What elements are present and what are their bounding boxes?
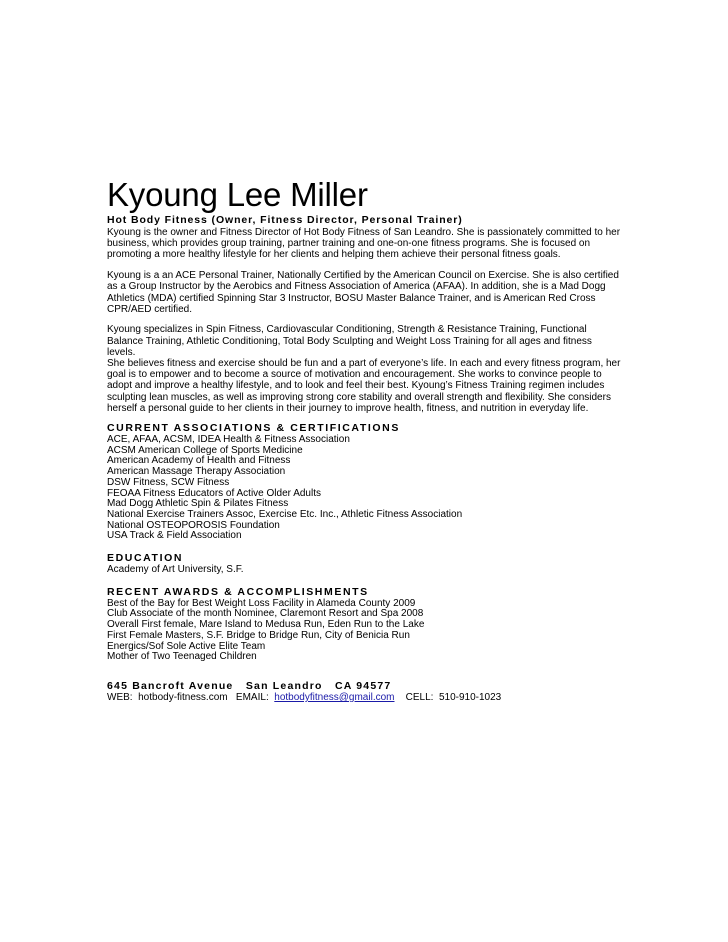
bio-paragraph-3: Kyoung specializes in Spin Fitness, Cardiovascular Conditioning, Strength & Resistance Training, Functional Balance Training, Athletic Conditioning, Total Body Sculpting and Weight Loss Training for all ages and fitness levels. [107, 324, 592, 358]
contact-line [107, 692, 622, 703]
list-item: ACE, AFAA, ACSM, IDEA Health & Fitness Association [107, 434, 350, 446]
list-item: First Female Masters, S.F. Bridge to Bridge Run, City of Benicia Run [107, 629, 410, 641]
list-item: National Exercise Trainers Assoc, Exercise Etc. Inc., Athletic Fitness Association [107, 508, 463, 520]
list-item: Club Associate of the month Nominee, Claremont Resort and Spa 2008 [107, 608, 424, 620]
business-address: 645 Bancroft Avenue San Leandro CA 94577 [107, 680, 392, 692]
associations-heading: CURRENT ASSOCIATIONS & CERTIFICATIONS [107, 422, 400, 435]
cell-label: CELL: 510-910-1023 [394, 692, 502, 703]
resume-page [107, 178, 622, 703]
list-item: Best of the Bay for Best Weight Loss Facility in Alameda County 2009 [107, 597, 416, 609]
list-item: Mad Dogg Athletic Spin & Pilates Fitness [107, 498, 289, 510]
education-heading: EDUCATION [107, 552, 184, 565]
list-item: USA Track & Field Association [107, 530, 242, 542]
awards-heading: RECENT AWARDS & ACCOMPLISHMENTS [107, 585, 369, 598]
bio-paragraph-4: She believes fitness and exercise should be fun and a part of everyone’s life. In each and every fitness program, her goal is to empower and to become a source of motivation and encouragement. She works to convince people to adopt and improve a healthy lifestyle, and to look and feel their best. Kyoung’s Fitness Training regimen includes sculpting lean muscles, as well as improving strong core stability and overall strength and flexibility. She considers herself a personal guide to her clients in their journey to improve health, fitness, and nutrition in everyday life. [107, 358, 621, 414]
bio-paragraph-1: Kyoung is the owner and Fitness Director of Hot Body Fitness of San Leandro. She is passionately committed to her business, which provides group training, partner training and one-on-one fitness programs. She is focused on promoting a more healthy lifestyle for her clients and helping them achieve their personal fitness goals. [107, 227, 621, 261]
list-item: Energics/Sof Sole Active Elite Team [107, 640, 266, 652]
list-item: ACSM American College of Sports Medicine [107, 444, 303, 456]
list-item: Mother of Two Teenaged Children [107, 651, 257, 663]
list-item: National OSTEOPOROSIS Foundation [107, 519, 280, 531]
list-item: American Massage Therapy Association [107, 466, 286, 478]
email-link[interactable]: hotbodyfitness@gmail.com [274, 692, 395, 703]
awards-list [107, 599, 622, 663]
list-item: Academy of Art University, S.F. [107, 564, 244, 576]
education-list [107, 565, 622, 576]
associations-list [107, 435, 622, 542]
list-item: FEOAA Fitness Educators of Active Older Adults [107, 487, 321, 499]
list-item: American Academy of Health and Fitness [107, 455, 291, 467]
list-item: DSW Fitness, SCW Fitness [107, 476, 230, 488]
list-item: Overall First female, Mare Island to Medusa Run, Eden Run to the Lake [107, 619, 425, 631]
person-name: Kyoung Lee Miller [107, 176, 368, 213]
job-title: Hot Body Fitness (Owner, Fitness Director, Personal Trainer) [107, 214, 463, 226]
web-label: WEB: hotbody-fitness.com EMAIL: [107, 692, 275, 703]
bio-paragraph-2: Kyoung is a an ACE Personal Trainer, Nationally Certified by the American Council on Exercise. She is also certified as a Group Instructor by the Aerobics and Fitness Association of America (AFAA). In addition, she is a Mad Dogg Athletics (MDA) certified Spinning Star 3 Instructor, BOSU Master Balance Trainer, and is American Red Cross CPR/AED certified. [107, 270, 619, 315]
